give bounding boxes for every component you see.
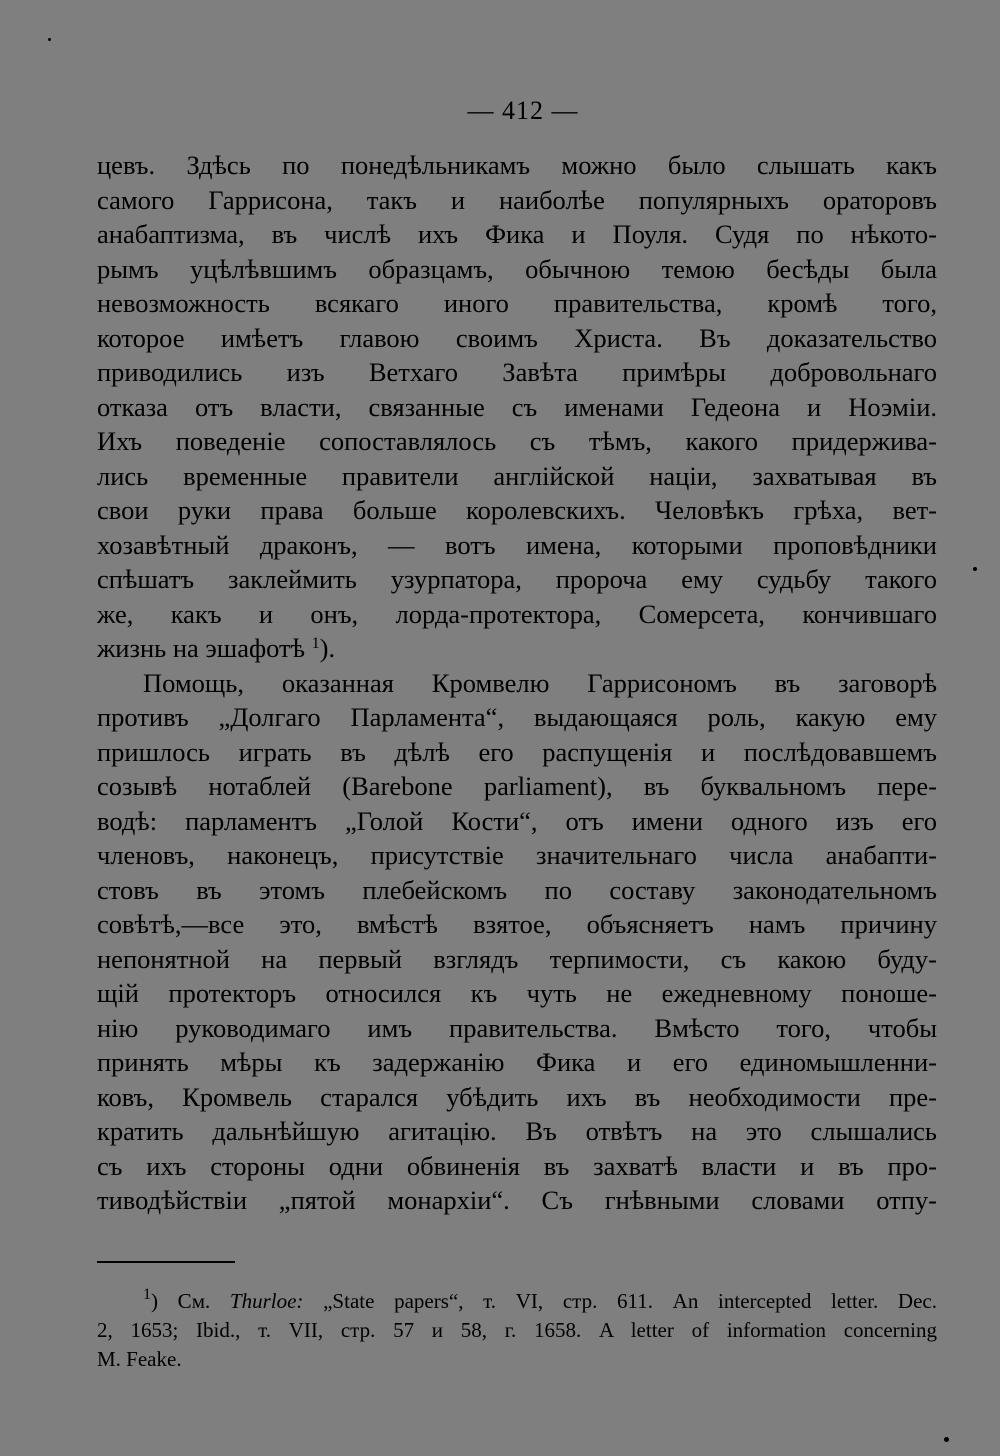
text-line-last xyxy=(97,631,937,666)
text-line: противъ „Долгаго Парламента“, выдающаяся роль, какую ему xyxy=(97,702,937,732)
text-line: совѣтѣ,—все это, вмѣстѣ взятое, объясняетъ намъ причину xyxy=(97,909,937,939)
text-line: же, какъ и онъ, лорда-протектора, Сомерсета, кончившаго xyxy=(97,598,937,629)
footnote-marker: 1 xyxy=(143,1286,151,1303)
text-line: рымъ уцѣлѣвшимъ образцамъ, обычною темою бесѣды была xyxy=(97,253,937,284)
scan-speck xyxy=(944,1437,949,1442)
scan-speck xyxy=(973,567,977,571)
text-line: хозавѣтный драконъ, — вотъ имена, которыми проповѣдники xyxy=(97,529,937,560)
main-text xyxy=(97,148,937,1218)
text-line-indented: Помощь, оказанная Кромвелю Гаррисономъ въ заговорѣ xyxy=(143,667,937,698)
text-line: Ихъ поведеніе сопоставлялось съ тѣмъ, какого придержива- xyxy=(97,426,937,456)
paragraph-1 xyxy=(97,148,937,666)
text-line: анабаптизма, въ числѣ ихъ Фика и Поуля. Судя по нѣкото- xyxy=(97,219,937,249)
footnote-author: Thurloe: xyxy=(229,1289,304,1313)
text-line: спѣшатъ заклеймить узурпатора, пророча ему судьбу такого xyxy=(97,564,937,594)
text-line: пришлось играть въ дѣлѣ его распущенія и послѣдовавшемъ xyxy=(97,736,937,767)
scan-speck xyxy=(48,38,51,41)
text-line: тиводѣйствіи „пятой монархіи“. Съ гнѣвными словами отпу- xyxy=(97,1185,937,1215)
footnote-line xyxy=(97,1287,937,1316)
footnote-line: M. Feake. xyxy=(97,1347,182,1371)
text-line: отказа отъ власти, связанные съ именами Гедеона и Ноэміи. xyxy=(97,391,937,422)
text-line: самого Гаррисона, такъ и наиболѣе популярныхъ ораторовъ xyxy=(97,184,937,215)
text-line: непонятной на первый взглядъ терпимости, съ какою буду- xyxy=(97,943,937,974)
text-line: созывѣ нотаблей (Barebone parliament), въ буквальномъ пере- xyxy=(97,771,937,801)
text-line: щій протекторъ относился къ чуть не ежедневному поноше- xyxy=(97,978,937,1008)
text-line: которое имѣетъ главою своимъ Христа. Въ доказательство xyxy=(97,322,937,353)
page-number: — 412 — xyxy=(467,96,579,125)
text-line: съ ихъ стороны одни обвиненія въ захватѣ власти и въ про- xyxy=(97,1150,937,1181)
text-line-closing: ). xyxy=(319,633,336,663)
text-line: лись временные правители англійской націи, захватывая въ xyxy=(97,460,937,491)
text-line: приводились изъ Ветхаго Завѣта примѣры добровольнаго xyxy=(97,357,937,387)
text-line: нію руководимаго имъ правительства. Вмѣсто того, чтобы xyxy=(97,1012,937,1043)
footnote-text: ) См. xyxy=(151,1289,230,1313)
text-line: принять мѣры къ задержанію Фика и его единомышленни- xyxy=(97,1047,937,1077)
footnote xyxy=(97,1287,937,1374)
footnote-reference: 1 xyxy=(311,635,320,652)
text-line: цевъ. Здѣсь по понедѣльникамъ можно было слышать какъ xyxy=(97,150,937,180)
footnote-line: 2, 1653; Ibid., т. VII, стр. 57 и 58, г. 1658. A letter of information concerning xyxy=(97,1318,937,1342)
footnote-divider xyxy=(97,1261,235,1263)
text-line: стовъ въ этомъ плебейскомъ по составу законодательномъ xyxy=(97,874,937,905)
paragraph-2 xyxy=(97,666,937,1218)
text-line: свои руки права больше королевскихъ. Человѣкъ грѣха, вет- xyxy=(97,495,937,525)
text-line: кратить дальнѣйшую агитацію. Въ отвѣтъ на это слышались xyxy=(97,1116,937,1146)
text-line: ковъ, Кромвель старался убѣдить ихъ въ необходимости пре- xyxy=(97,1081,937,1112)
text-line: невозможность всякаго иного правительства, кромѣ того, xyxy=(97,288,937,318)
text-line-content: жизнь на эшафотѣ xyxy=(97,633,306,663)
text-line: членовъ, наконецъ, присутствіе значительнаго числа анабапти- xyxy=(97,840,937,870)
text-line: водѣ: парламентъ „Голой Кости“, отъ имени одного изъ его xyxy=(97,805,937,836)
footnote-text: „State papers“, т. VI, стр. 611. An intercepted letter. Dec. xyxy=(303,1289,937,1313)
